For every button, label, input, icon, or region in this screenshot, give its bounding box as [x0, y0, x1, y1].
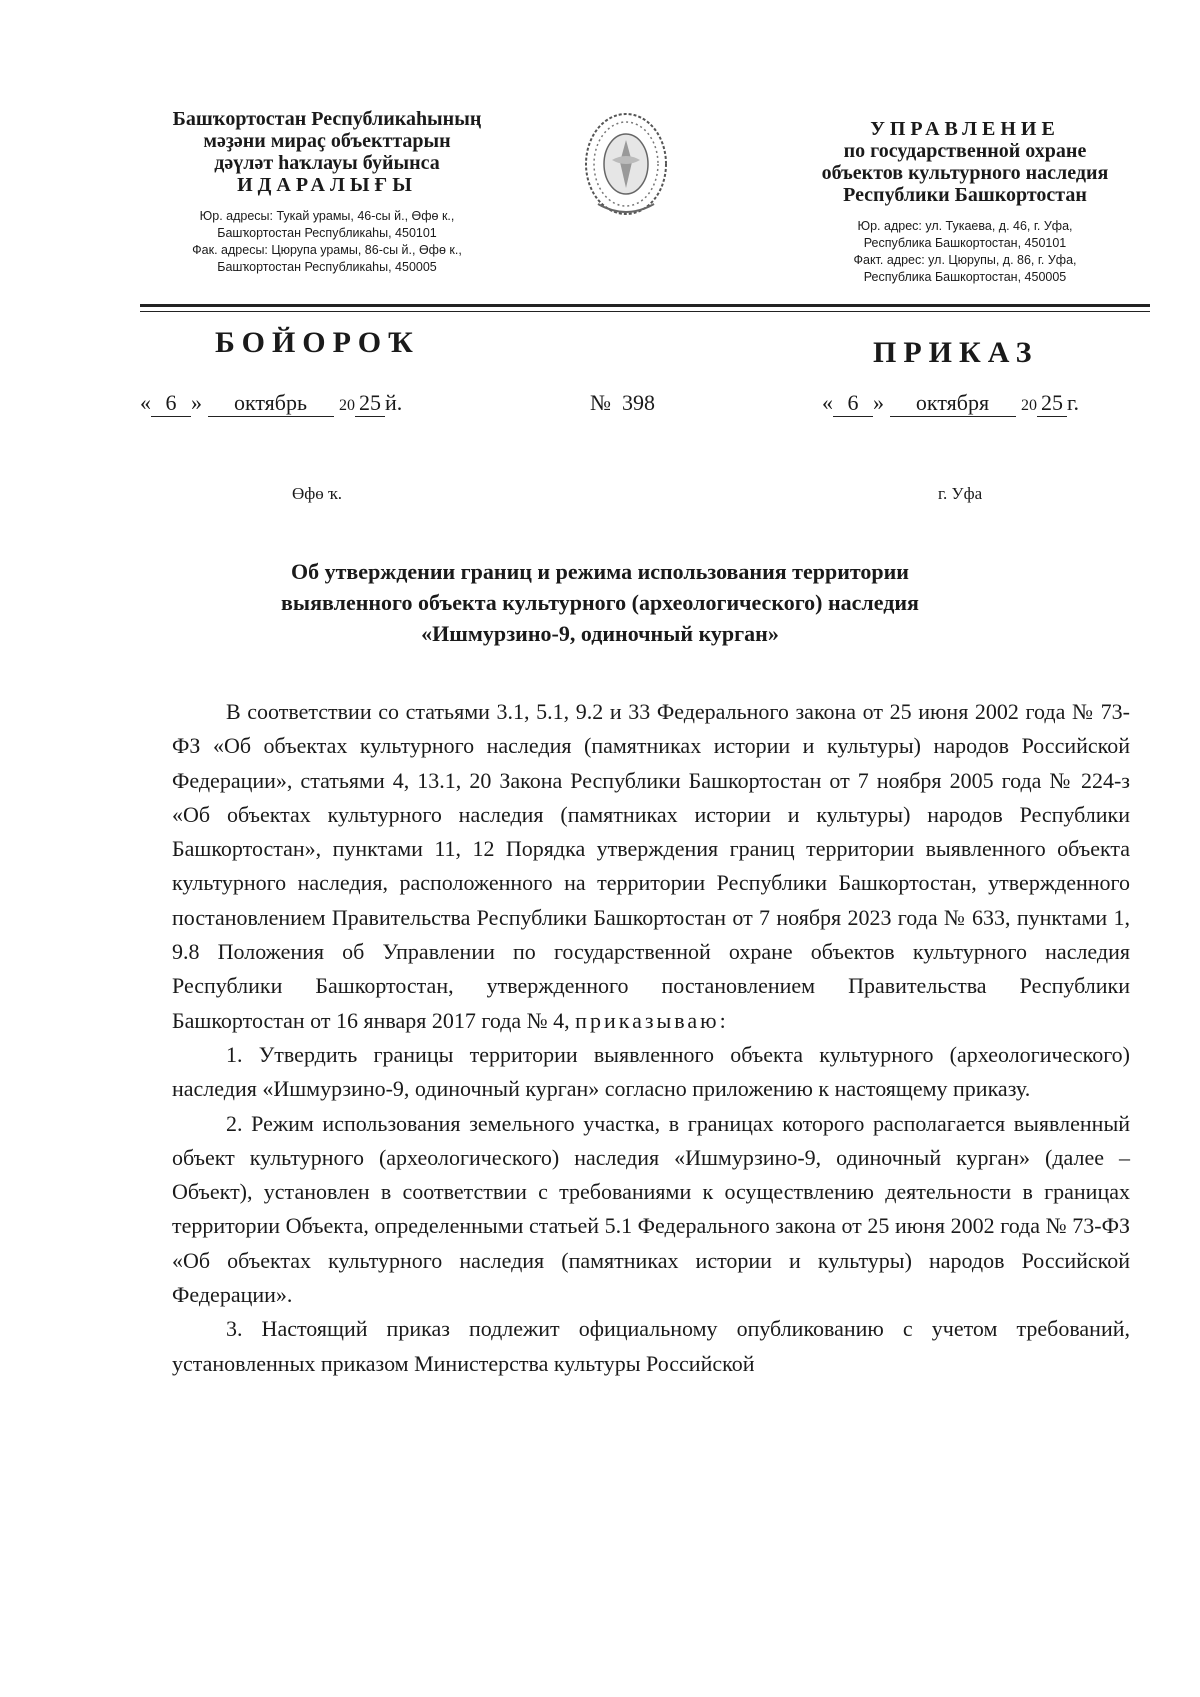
item-1: 1. Утвердить границы территории выявленного объекта культурного (археологического) наследия «Ишмурзино-9, одиночный курган» согласно приложению к настоящему приказу.	[172, 1041, 1130, 1102]
item-2: 2. Режим использования земельного участка, в границах которого располагается выявленный объект культурного (археологического) наследия «Ишмурзино-9, одиночный курган» (далее – Объект), установлен в соответствии с требованиями к осуществлению деятельности в границах территории Объекта, определенными статьей 5.1 Федерального закона от 25 июня 2002 года № 73-ФЗ «Об объектах культурного наследия (памятниках истории и культуры) народов Российской Федерации».	[172, 1110, 1130, 1308]
org-line-right-1: по государственной охране	[843, 140, 1087, 162]
address-left-line-4: Башҡортостан Республикаһы, 450005	[217, 260, 437, 274]
order-word: приказываю:	[575, 1007, 729, 1033]
date-left-month: октябрь	[208, 390, 334, 417]
header-divider-thin	[140, 311, 1150, 312]
date-left: « 6 » октябрь 20 25 й.	[140, 390, 403, 415]
date-left-year: 25	[355, 390, 385, 417]
address-left-line-2: Башҡортостан Республикаһы, 450101	[217, 226, 437, 240]
org-line-right-3: Республики Башкортостан	[843, 184, 1087, 206]
date-right-month: октября	[890, 390, 1016, 417]
org-line-left-2: мәҙәни мираҫ объекттарын	[203, 130, 451, 152]
address-right-line-4: Республика Башкортостан, 450005	[863, 270, 1067, 284]
org-line-left-1: Башҡортостан Республикаһының	[172, 108, 482, 130]
org-name-right: УПРАВЛЕНИЕ	[870, 118, 1060, 140]
address-right-line-2: Республика Башкортостан, 450101	[863, 236, 1067, 250]
preamble-paragraph	[172, 695, 1130, 1038]
document-title	[150, 556, 1050, 649]
doc-type-left: БОЙОРОҠ	[215, 326, 420, 359]
org-line-right-2: объектов культурного наследия	[821, 162, 1109, 184]
address-right	[780, 218, 1150, 286]
city-left: Өфө ҡ.	[292, 484, 343, 503]
number-label: №	[590, 390, 611, 415]
title-line-2: выявленного объекта культурного (археологического) наследия	[281, 590, 919, 615]
city-right: г. Уфа	[938, 484, 983, 503]
address-right-line-1: Юр. адрес: ул. Тукаева, д. 46, г. Уфа,	[857, 219, 1073, 233]
date-left-day: 6	[151, 390, 191, 417]
org-name-left: ИДАРАЛЫҒЫ	[237, 174, 417, 196]
number-value: 398	[622, 390, 655, 415]
address-left	[142, 208, 512, 276]
header-divider-thick	[140, 304, 1150, 307]
header-right	[780, 118, 1150, 286]
title-line-1: Об утверждении границ и режима использования территории	[291, 559, 909, 584]
org-line-left-3: дәүләт һаҡлауы буйынса	[214, 152, 440, 174]
doc-type-right: ПРИКАЗ	[873, 336, 1039, 369]
coat-of-arms-emblem	[578, 104, 674, 222]
header-left	[142, 108, 512, 276]
item-3: 3. Настоящий приказ подлежит официальному опубликованию с учетом требований, установленных приказом Министерства культуры Российской	[172, 1316, 1130, 1376]
order-number	[590, 390, 655, 416]
address-left-line-3: Фак. адресы: Цюрупа урамы, 86-сы й., Өфө к.,	[192, 243, 462, 257]
address-left-line-1: Юр. адресы: Тукай урамы, 46-сы й., Өфө к.,	[199, 209, 455, 223]
date-right: « 6 » октября 20 25 г.	[822, 390, 1080, 415]
preamble-text: В соответствии со статьями 3.1, 5.1, 9.2 и 33 Федерального закона от 25 июня 2002 года № 73-ФЗ «Об объектах культурного наследия (памятниках истории и культуры) народов Российской Федерации», статьями 4, 13.1, 20 Закона Республики Башкортостан от 7 ноября 2005 года № 224-з «Об объектах культурного наследия (памятниках истории и культуры) народов Республики Башкортостан», пунктами 11, 12 Порядка утверждения границ территории выявленного объекта культурного наследия, расположенного на территории Республики Башкортостан, утвержденного постановлением Правительства Республики Башкортостан от 7 ноября 2023 года № 633, пунктами 1, 9.8 Положения об Управлении по государственной охране объектов культурного наследия Республики Башкортостан, утвержденного постановлением Правительства Республики Башкортостан от 16 января 2017 года № 4,	[172, 699, 1130, 1033]
title-line-3: «Ишмурзино-9, одиночный курган»	[421, 621, 779, 646]
document-body	[172, 695, 1130, 1381]
address-right-line-3: Факт. адрес: ул. Цюрупы, д. 86, г. Уфа,	[853, 253, 1077, 267]
date-right-year: 25	[1037, 390, 1067, 417]
date-right-day: 6	[833, 390, 873, 417]
